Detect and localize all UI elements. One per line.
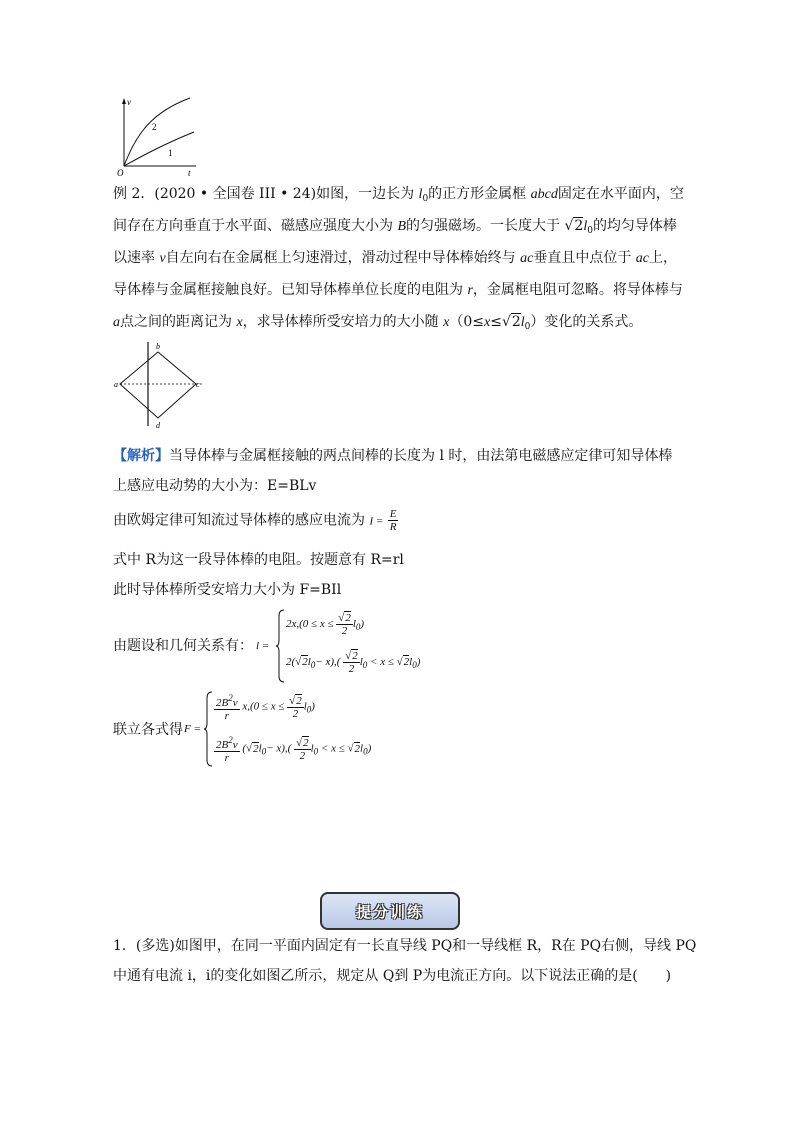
solution-line7: 联立各式得 [113, 722, 183, 738]
question1-line1: 1．(多选)如图甲，在同一平面内固定有一长直导线 PQ和一导线框 R，R在 PQ右侧，导线 PQ [113, 938, 697, 954]
l-case-2: $2(√2l_0- x)$,( $\frac{√2}{2}$ $l_0 < x \le √2l_0$) [286, 650, 421, 675]
f-brace [204, 690, 214, 768]
f-case-2: $\frac{2B^2v}{r}$ $(√2l_0- x)$,( $\frac{√2}{2}$ $l_0 < x \le √2l_0$) [216, 735, 372, 764]
solution-line1: 【解析】当导体棒与金属框接触的两点间棒的长度为 l 时，由法第电磁感应定律可知导体棒 [113, 448, 673, 464]
label-c: c [196, 380, 200, 389]
curve-2-label: 2 [152, 122, 157, 132]
velocity-time-graph [112, 94, 202, 178]
solution-tag: 【解析】 [113, 448, 169, 464]
label-d: d [156, 421, 160, 430]
current-fraction: $\frac{E}{R}$ [389, 508, 397, 533]
l-brace [276, 608, 286, 684]
y-axis-arrow [122, 98, 126, 104]
example2-line2: 间存在方向垂直于水平面、磁感应强度大小为 B的匀强磁场。一长度大于 $√2l_0$的均匀导体棒 [113, 218, 677, 236]
x-axis-label: t [188, 168, 191, 178]
example2-line1: 例 2．(2020 • 全国卷 III • 24)如图，一边长为 $l_0$的正方形金属框 abcd固定在水平面内，空 [113, 186, 684, 204]
section-title-badge [320, 892, 460, 930]
l-case-1: 2x,(0 ≤ x ≤ $\frac{√2}{2}$ $l_0$) [286, 612, 365, 637]
section-title-label: 提分训练 [355, 902, 424, 921]
l-equals: l = [256, 640, 270, 652]
label-a: a [114, 380, 118, 389]
solution-line3: 由欧姆定律可知流过导体棒的感应电流为 I = $\frac{E}{R}$ [113, 508, 397, 533]
origin-label: O [117, 168, 124, 178]
metal-frame [120, 352, 196, 418]
example2-line5: a点之间的距离记为 x，求导体棒所受安培力的大小随 $x(0\le x\le√2l_0)$变化的关系式。 [113, 314, 643, 332]
example2-line3: 以速率 v自左向右在金属框上匀速滑过，滑动过程中导体棒始终与 ac垂直且中点位于 ac上， [113, 250, 678, 266]
f-equals: F = [184, 723, 201, 735]
square-frame-diagram [112, 338, 208, 430]
solution-line5: 此时导体棒所受安培力大小为 F=BIl [113, 582, 342, 598]
curve-1 [124, 132, 194, 166]
label-b: b [156, 342, 160, 351]
curve-2 [124, 98, 190, 166]
solution-line4: 式中 R为这一段导体棒的电阻。按题意有 R=rl [113, 552, 404, 568]
question1-line2: 中通有电流 i，i的变化如图乙所示，规定从 Q到 P为电流正方向。以下说法正确的是( ) [113, 968, 672, 984]
f-case-1: $\frac{2B^2v}{r}$ x,(0 ≤ x ≤ $\frac{√2}{2}$ $l_0$) [216, 693, 315, 722]
solution-line6: 由题设和几何关系有： [113, 638, 253, 654]
example2-line4: 导体棒与金属框接触良好。已知导体棒单位长度的电阻为 r，金属框电阻可忽略。将导体棒与 [113, 282, 683, 298]
solution-line2: 上感应电动势的大小为：E=BLv [113, 478, 317, 494]
y-axis-label: v [127, 97, 131, 107]
curve-1-label: 1 [168, 148, 173, 158]
